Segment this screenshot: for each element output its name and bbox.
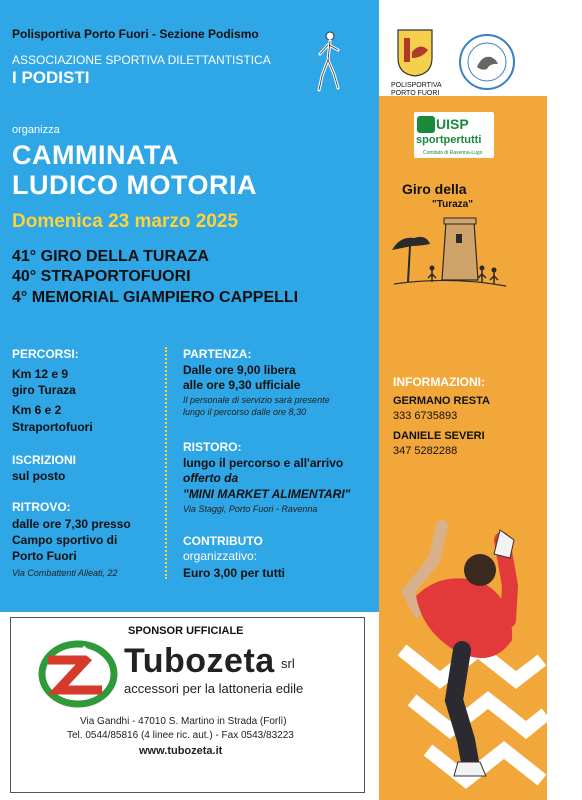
contributo-body: Euro 3,00 per tutti <box>183 566 286 580</box>
ritrovo-line: dalle ore 7,30 presso <box>12 517 131 531</box>
org-title: I PODISTI <box>12 68 90 87</box>
runner-icon <box>316 30 342 96</box>
edition-line: 41° GIRO DELLA TURAZA <box>12 248 209 265</box>
ristoro-sponsor: "MINI MARKET ALIMENTARI" <box>183 487 351 501</box>
edition-line: 40° STRAPORTOFUORI <box>12 268 191 285</box>
ristoro-line: lungo il percorso e all'arrivo <box>183 456 344 470</box>
sponsor-heading: SPONSOR UFFICIALE <box>128 625 244 637</box>
ritrovo-address: Via Combattenti Alleati, 22 <box>12 568 118 578</box>
sponsor-address: Via Gandhi - 47010 S. Martino in Strada (Forlì) <box>80 716 287 727</box>
bird-seal-icon <box>458 33 516 91</box>
sponsor-suffix: srl <box>281 656 295 671</box>
ritrovo-line: Campo sportivo di <box>12 533 118 547</box>
partenza-note: lungo il percorso dalle ore 8,30 <box>183 407 307 417</box>
contact-phone: 347 5282288 <box>393 445 458 457</box>
giro-subtitle: "Turaza" <box>432 199 473 210</box>
event-title-line2: LUDICO MOTORIA <box>12 170 257 200</box>
event-title-line1: CAMMINATA <box>12 140 179 170</box>
ristoro-heading: RISTORO: <box>183 440 242 454</box>
partenza-line: Dalle ore 9,00 libera <box>183 363 296 377</box>
contact-phone: 333 6735893 <box>393 410 458 422</box>
org-type: ASSOCIAZIONE SPORTIVA DILETTANTISTICA <box>12 53 271 67</box>
ritrovo-heading: RITROVO: <box>12 500 71 514</box>
contact-name: GERMANO RESTA <box>393 395 490 407</box>
edition-line: 4° MEMORIAL GIAMPIERO CAPPELLI <box>12 289 299 306</box>
ristoro-address: Via Staggi, Porto Fuori - Ravenna <box>183 504 318 514</box>
ristoro-line: offerto da <box>183 471 239 485</box>
sponsor-brand: Tubozeta <box>124 642 275 680</box>
right-margin <box>547 0 582 800</box>
uisp-badge-icon <box>417 116 435 133</box>
running-man-photo <box>382 500 547 800</box>
contributo-subheading: organizzativo: <box>183 549 258 563</box>
percorsi-heading: PERCORSI: <box>12 347 79 361</box>
event-date: Domenica 23 marzo 2025 <box>12 211 239 232</box>
sponsor-website: www.tubozeta.it <box>139 745 223 757</box>
uisp-subtitle: sportpertutti <box>416 134 482 146</box>
percorsi-line: Straportofuori <box>12 420 93 434</box>
sponsor-tagline: accessori per la lattoneria edile <box>124 681 304 696</box>
percorsi-line: giro Turaza <box>12 383 76 397</box>
polisportiva-caption: POLISPORTIVA <box>391 82 442 89</box>
tower-illustration-icon <box>390 212 508 292</box>
contributo-heading: CONTRIBUTO <box>183 534 263 548</box>
info-heading: INFORMAZIONI: <box>393 375 485 389</box>
organizza-label: organizza <box>12 124 60 136</box>
percorsi-line: Km 6 e 2 <box>12 403 62 417</box>
giro-title: Giro della <box>402 181 467 197</box>
partenza-heading: PARTENZA: <box>183 347 252 361</box>
contact-name: DANIELE SEVERI <box>393 430 485 442</box>
partenza-note: Il personale di servizio sarà presente <box>183 395 330 405</box>
polisportiva-caption: PORTO FUORI <box>391 90 440 97</box>
iscrizioni-body: sul posto <box>12 469 66 483</box>
iscrizioni-heading: ISCRIZIONI <box>12 453 77 467</box>
partenza-line: alle ore 9,30 ufficiale <box>183 378 301 392</box>
polisportiva-crest-icon <box>396 28 434 78</box>
uisp-committee: Comitato di Ravenna-Lugo <box>423 150 483 156</box>
percorsi-line: Km 12 e 9 <box>12 367 69 381</box>
org-name: Polisportiva Porto Fuori - Sezione Podismo <box>12 27 259 41</box>
sponsor-phones: Tel. 0544/85816 (4 linee ric. aut.) - Fax 0543/83223 <box>67 730 294 741</box>
column-divider <box>165 347 167 579</box>
tubozeta-logo-icon <box>38 638 118 708</box>
uisp-name: UISP <box>436 116 469 132</box>
ritrovo-line: Porto Fuori <box>12 549 77 563</box>
